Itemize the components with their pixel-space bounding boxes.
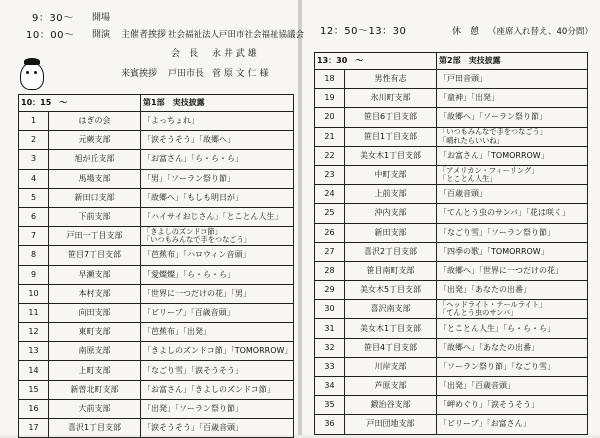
song-cell <box>437 357 588 376</box>
song-title: 「故郷へ」「あなたの出番」 <box>439 342 540 352</box>
row-number: 27 <box>315 242 345 261</box>
song-title: 「ヘッドライト・テールライト」 <box>439 299 547 309</box>
row-number: 18 <box>315 70 345 89</box>
team-name: 新田口支部 <box>49 188 141 207</box>
song-cell <box>437 242 588 261</box>
table-row <box>19 150 294 169</box>
team-name: 沖内支部 <box>345 204 437 223</box>
row-number: 23 <box>315 165 345 184</box>
part2-body <box>315 70 588 435</box>
team-name: 笹目南町支部 <box>345 261 437 280</box>
team-name: 美女木5丁目支部 <box>345 281 437 300</box>
song-cell <box>437 89 588 108</box>
row-number: 17 <box>19 419 49 438</box>
table-row <box>315 357 588 376</box>
song-title: 「いつもみんなで手をつなごう」 <box>439 127 547 137</box>
song-cell <box>437 223 588 242</box>
song-title: 「お富さん」「TOMORROW」 <box>439 150 549 160</box>
guest-greeting-label: 来賓挨拶 <box>121 69 158 79</box>
song-title: 「世界に一つだけの花」「男」 <box>143 288 252 298</box>
song-title: 「よっちょれ」 <box>143 116 200 126</box>
song-cell <box>141 399 294 418</box>
row-number: 29 <box>315 281 345 300</box>
table-row <box>19 169 294 188</box>
intermission-time: 12：50～13：30 <box>320 26 407 37</box>
table-row <box>315 89 588 108</box>
team-name: 笹目4丁目支部 <box>345 338 437 357</box>
row-number: 10 <box>19 284 49 303</box>
song-cell <box>141 227 294 246</box>
song-cell <box>437 415 588 434</box>
song-title: 「ハイサイおじさん」「とことん人生」 <box>143 212 283 222</box>
row-number: 14 <box>19 361 49 380</box>
song-title: 「出発」「百歳音頭」 <box>439 381 516 391</box>
part1-body <box>19 112 294 438</box>
row-number: 20 <box>315 108 345 127</box>
start-time: 10：00～ <box>26 30 75 41</box>
table-row <box>19 131 294 150</box>
song-cell <box>437 70 588 89</box>
guest-title: 戸田市長 <box>168 69 205 79</box>
song-title: 「なごり雪」「ソーラン祭り節」 <box>439 227 556 237</box>
table-row <box>315 242 588 261</box>
row-number: 35 <box>315 396 345 415</box>
table-row <box>315 108 588 127</box>
row-number: 34 <box>315 377 345 396</box>
team-name: 早瀬支部 <box>49 265 141 284</box>
song-title: 「とことん人生」 <box>439 174 497 184</box>
table-row <box>19 265 294 284</box>
host-name: 永 井 武 雄 <box>212 49 257 59</box>
song-title: 「岬めぐり」「涙そうそう」 <box>439 400 540 410</box>
row-number: 6 <box>19 207 49 226</box>
team-name: 氷川町支部 <box>345 89 437 108</box>
team-name: 馬場支部 <box>49 169 141 188</box>
team-name: 上町支部 <box>49 361 141 380</box>
song-title: 「故郷へ」「ソーラン祭り節」 <box>439 112 548 122</box>
song-cell <box>141 131 294 150</box>
team-name: 東町支部 <box>49 323 141 342</box>
team-name: 新田支部 <box>345 223 437 242</box>
table-row <box>19 342 294 361</box>
song-title: 「童神」「出発」 <box>439 93 500 103</box>
row-number: 3 <box>19 150 49 169</box>
song-cell <box>141 380 294 399</box>
part2-table <box>314 52 588 435</box>
row-number: 12 <box>19 323 49 342</box>
song-title: 「涙そうそう」「故郷へ」 <box>143 135 236 145</box>
team-name: 南原支部 <box>49 342 141 361</box>
table-row <box>315 146 588 165</box>
song-title: 「お富さん」「ら・ら・ら」 <box>143 154 244 164</box>
row-number: 22 <box>315 146 345 165</box>
row-number: 25 <box>315 204 345 223</box>
row-number: 32 <box>315 338 345 357</box>
song-cell <box>437 377 588 396</box>
table-row <box>19 246 294 265</box>
row-number: 15 <box>19 380 49 399</box>
team-name: 下前支部 <box>49 207 141 226</box>
part1-table <box>18 94 294 438</box>
song-title: 「とことん人生」「ら・ら・ら」 <box>439 323 556 333</box>
team-name: 笹目6丁目支部 <box>345 108 437 127</box>
song-title: 「出発」「ソーラン祭り節」 <box>143 403 244 413</box>
song-cell <box>141 112 294 131</box>
row-number: 11 <box>19 303 49 322</box>
song-cell <box>141 265 294 284</box>
table-row <box>19 380 294 399</box>
part1-title: 第1部 実技披露 <box>141 95 294 112</box>
song-title: 「てんとう虫のサンバ」「花は咲く」 <box>439 208 571 218</box>
song-cell <box>437 204 588 223</box>
table-row <box>19 188 294 207</box>
host-org: 社会福祉法人戸田市社会福祉協議会 <box>168 30 305 40</box>
song-title: 「ソーラン祭り節」「なごり雪」 <box>439 361 556 371</box>
table-row <box>315 415 588 434</box>
song-cell <box>141 150 294 169</box>
part1-time: 10：15 ～ <box>19 95 141 112</box>
song-cell <box>437 396 588 415</box>
row-number: 24 <box>315 185 345 204</box>
row-number: 9 <box>19 265 49 284</box>
table-row <box>19 361 294 380</box>
mascot-logo <box>20 62 44 90</box>
opening-time: 9：30～ <box>32 13 74 24</box>
part1-header-row <box>19 95 294 112</box>
table-row <box>19 284 294 303</box>
row-number: 21 <box>315 127 345 146</box>
table-row <box>315 127 588 146</box>
song-title: 「アメリカン・フィーリング」 <box>439 165 539 175</box>
row-number: 19 <box>315 89 345 108</box>
team-name: 上前支部 <box>345 185 437 204</box>
song-cell <box>141 303 294 322</box>
part2-header-row <box>315 53 588 70</box>
song-cell <box>437 300 588 319</box>
song-title: 「きよしのズンドコ節」「TOMORROW」 <box>143 346 293 356</box>
song-cell <box>437 127 588 146</box>
song-cell <box>437 261 588 280</box>
table-row <box>315 185 588 204</box>
song-title: 「いつもみんなで手をつなごう」 <box>143 235 251 245</box>
song-title: 「故郷へ」「世界に一つだけの花」 <box>439 265 564 275</box>
song-cell <box>437 281 588 300</box>
team-name: 元蕨支部 <box>49 131 141 150</box>
row-number: 28 <box>315 261 345 280</box>
row-number: 33 <box>315 357 345 376</box>
row-number: 36 <box>315 415 345 434</box>
song-title: 「晴れたらいいね」 <box>439 135 504 145</box>
table-row <box>315 223 588 242</box>
team-name: 新曽北町支部 <box>49 380 141 399</box>
song-title: 「芭蕉布」「ハロウィン音頭」 <box>143 250 251 260</box>
team-name: 喜沢1丁目支部 <box>49 419 141 438</box>
team-name: 男性有志 <box>345 70 437 89</box>
guest-name: 菅 原 文 仁 様 <box>212 69 269 79</box>
song-title: 「てんとう虫のサンバ」 <box>439 308 518 318</box>
table-row <box>315 165 588 184</box>
table-row <box>315 70 588 89</box>
row-number: 4 <box>19 169 49 188</box>
song-title: 「お富さん」「きよしのズンドコ節」 <box>143 384 275 394</box>
row-number: 13 <box>19 342 49 361</box>
table-row <box>315 261 588 280</box>
team-name: 笹目7丁目支部 <box>49 246 141 265</box>
song-cell <box>141 246 294 265</box>
song-title: 「芭蕉布」「出発」 <box>143 327 212 337</box>
table-row <box>19 112 294 131</box>
song-cell <box>437 146 588 165</box>
intermission-note: （座席入れ替え、40分間） <box>488 27 593 37</box>
team-name: 本村支部 <box>49 284 141 303</box>
row-number: 31 <box>315 319 345 338</box>
intermission-label: 休 憩 <box>452 27 480 37</box>
part2-time: 13：30 ～ <box>315 53 437 70</box>
table-row <box>19 399 294 418</box>
team-name: 笹目1丁目支部 <box>345 127 437 146</box>
song-cell <box>437 108 588 127</box>
host-title: 会 長 <box>171 49 199 59</box>
team-name: はぎの会 <box>49 112 141 131</box>
song-title: 「ビリーブ」「お富さん」 <box>439 419 531 429</box>
song-cell <box>437 185 588 204</box>
song-cell <box>141 361 294 380</box>
table-row <box>315 204 588 223</box>
song-title: 「きよしのズンドコ節」 <box>143 226 222 236</box>
row-number: 5 <box>19 188 49 207</box>
team-name: 美女木1丁目支部 <box>345 146 437 165</box>
team-name: 中町支部 <box>345 165 437 184</box>
table-row <box>315 281 588 300</box>
song-cell <box>141 342 294 361</box>
team-name: 大前支部 <box>49 399 141 418</box>
opening-label: 開場 <box>92 13 111 23</box>
team-name: 旭が丘支部 <box>49 150 141 169</box>
team-name: 喜沢南支部 <box>345 300 437 319</box>
host-greeting-label: 主催者挨拶 <box>121 30 167 40</box>
row-number: 8 <box>19 246 49 265</box>
song-cell <box>141 284 294 303</box>
team-name: 戸田団地支部 <box>345 415 437 434</box>
team-name: 向田支部 <box>49 303 141 322</box>
song-cell <box>141 323 294 342</box>
table-row <box>19 207 294 226</box>
table-row <box>315 377 588 396</box>
table-row <box>315 319 588 338</box>
row-number: 16 <box>19 399 49 418</box>
song-title: 「涙そうそう」「百歳音頭」 <box>143 423 244 433</box>
song-cell <box>141 169 294 188</box>
row-number: 30 <box>315 300 345 319</box>
song-title: 「ビリーブ」「百歳音頭」 <box>143 307 235 317</box>
song-cell <box>141 207 294 226</box>
table-row <box>315 338 588 357</box>
song-title: 「四季の歌」「TOMORROW」 <box>439 246 549 256</box>
song-title: 「故郷へ」「もしも明日が」 <box>143 192 244 202</box>
team-name: 川岸支部 <box>345 357 437 376</box>
song-title: 「なごり雪」「涙そうそう」 <box>143 365 244 375</box>
song-title: 「百歳音頭」 <box>439 189 488 199</box>
row-number: 7 <box>19 227 49 246</box>
page-fold <box>298 0 302 435</box>
table-row <box>19 323 294 342</box>
team-name: 芦原支部 <box>345 377 437 396</box>
row-number: 2 <box>19 131 49 150</box>
team-name: 鍛治谷支部 <box>345 396 437 415</box>
song-title: 「出発」「あなたの出番」 <box>439 285 532 295</box>
song-title: 「男」「ソーラン祭り節」 <box>143 173 236 183</box>
team-name: 美女木1丁目支部 <box>345 319 437 338</box>
part2-title: 第2部 実技披露 <box>437 53 588 70</box>
song-title: 「戸田音頭」 <box>439 74 488 84</box>
song-cell <box>437 165 588 184</box>
team-name: 戸田一丁目支部 <box>49 227 141 246</box>
team-name: 喜沢2丁目支部 <box>345 242 437 261</box>
table-row <box>315 396 588 415</box>
row-number: 1 <box>19 112 49 131</box>
start-label: 開演 <box>92 30 111 40</box>
song-cell <box>141 188 294 207</box>
song-cell <box>437 319 588 338</box>
song-title: 「愛燦燦」「ら・ら・ら」 <box>143 269 236 279</box>
table-row <box>315 300 588 319</box>
row-number: 26 <box>315 223 345 242</box>
table-row <box>19 227 294 246</box>
table-row <box>19 303 294 322</box>
song-cell <box>437 338 588 357</box>
